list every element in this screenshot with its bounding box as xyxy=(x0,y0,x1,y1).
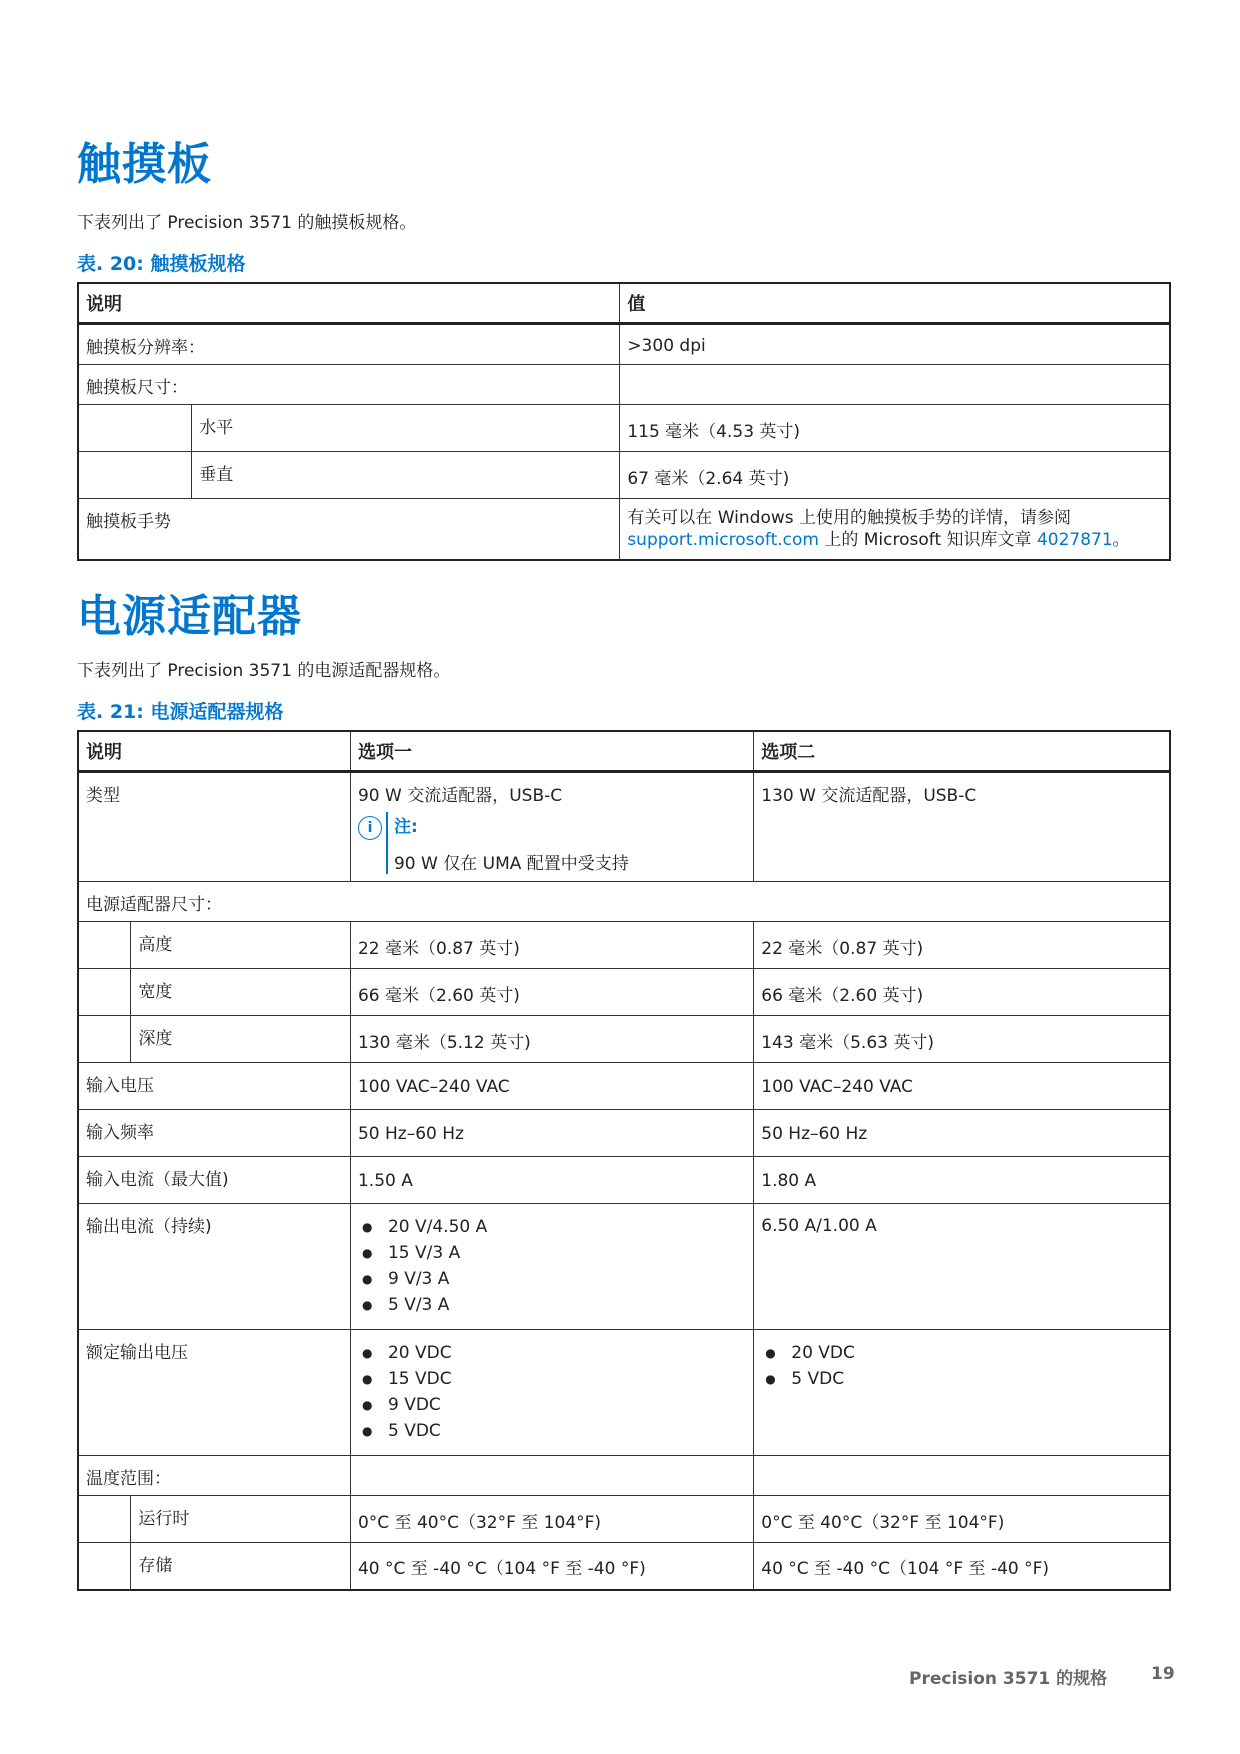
row-input-current-label: 输入电流（最大值) xyxy=(78,1157,350,1204)
row-height-option2: 22 毫米（0.87 英寸) xyxy=(754,922,1170,969)
row-rated-voltage-option1 xyxy=(350,1330,753,1456)
indent-cell xyxy=(78,1543,131,1590)
row-operating-label: 运行时 xyxy=(131,1496,351,1543)
gestures-text: 上的 Microsoft 知识库文章 xyxy=(818,530,1037,550)
row-vertical-value: 67 毫米（2.64 英寸) xyxy=(620,452,1170,499)
row-input-frequency-option1: 50 Hz–60 Hz xyxy=(350,1110,753,1157)
row-depth-label: 深度 xyxy=(131,1016,351,1063)
type-option1-text: 90 W 交流适配器，USB-C xyxy=(357,786,563,806)
list-item: ● 5 VDC xyxy=(783,1366,1162,1392)
adapter-heading: 电源适配器 xyxy=(77,591,302,642)
row-input-voltage-option1: 100 VAC–240 VAC xyxy=(350,1063,753,1110)
list-item: ● 15 VDC xyxy=(380,1366,746,1392)
touchpad-table-caption: 表. 20: 触摸板规格 xyxy=(77,253,246,275)
row-temperature-option1 xyxy=(350,1456,753,1496)
touchpad-table xyxy=(77,282,1171,561)
row-horizontal-label: 水平 xyxy=(192,405,620,452)
list-item: ● 9 V/3 A xyxy=(380,1266,746,1292)
row-operating-option2: 0°C 至 40°C（32°F 至 104°F) xyxy=(754,1496,1170,1543)
row-rated-voltage-label: 额定输出电压 xyxy=(78,1330,350,1456)
info-icon: i xyxy=(358,816,382,840)
indent-cell xyxy=(78,1496,131,1543)
row-vertical-label: 垂直 xyxy=(192,452,620,499)
row-storage-label: 存储 xyxy=(131,1543,351,1590)
row-output-current-option1 xyxy=(350,1204,753,1330)
adapter-table xyxy=(77,730,1171,1591)
row-input-frequency-option2: 50 Hz–60 Hz xyxy=(754,1110,1170,1157)
touchpad-intro: 下表列出了 Precision 3571 的触摸板规格。 xyxy=(77,213,417,233)
list-item: ● 20 VDC xyxy=(380,1340,746,1366)
row-resolution-label: 触摸板分辨率： xyxy=(78,324,620,365)
col-header-value: 值 xyxy=(620,283,1170,324)
page-number: 19 xyxy=(1151,1664,1175,1684)
support-link[interactable]: support.microsoft.com xyxy=(627,530,819,550)
row-width-option2: 66 毫米（2.60 英寸) xyxy=(754,969,1170,1016)
kb-article-link[interactable]: 4027871 xyxy=(1036,530,1113,550)
touchpad-heading: 触摸板 xyxy=(77,139,212,190)
row-output-current-option2: 6.50 A/1.00 A xyxy=(754,1204,1170,1330)
list-item: ● 15 V/3 A xyxy=(380,1240,746,1266)
row-width-option1: 66 毫米（2.60 英寸) xyxy=(350,969,753,1016)
row-dimensions-value xyxy=(620,365,1170,405)
row-depth-option2: 143 毫米（5.63 英寸) xyxy=(754,1016,1170,1063)
gestures-text: 。 xyxy=(1112,530,1130,550)
row-storage-option2: 40 °C 至 -40 °C（104 °F 至 -40 °F) xyxy=(754,1543,1170,1590)
adapter-table-caption: 表. 21: 电源适配器规格 xyxy=(77,701,284,723)
row-horizontal-value: 115 毫米（4.53 英寸) xyxy=(620,405,1170,452)
list-item: ● 5 V/3 A xyxy=(380,1292,746,1318)
footer-title: Precision 3571 的规格 xyxy=(909,1669,1108,1689)
row-type-label: 类型 xyxy=(78,772,350,882)
adapter-intro: 下表列出了 Precision 3571 的电源适配器规格。 xyxy=(77,661,451,681)
list-item: ● 20 V/4.50 A xyxy=(380,1214,746,1240)
indent-cell xyxy=(78,922,131,969)
row-dimensions-label: 电源适配器尺寸： xyxy=(78,882,1170,922)
row-temperature-label: 温度范围： xyxy=(78,1456,350,1496)
row-input-voltage-label: 输入电压 xyxy=(78,1063,350,1110)
row-dimensions-label: 触摸板尺寸： xyxy=(78,365,620,405)
list-item: ● 9 VDC xyxy=(380,1392,746,1418)
row-gestures-label: 触摸板手势 xyxy=(78,499,620,560)
col-header-description: 说明 xyxy=(78,731,350,772)
indent-cell xyxy=(78,452,192,499)
row-type-option1 xyxy=(350,772,753,882)
note-title: 注: xyxy=(393,817,418,837)
row-height-option1: 22 毫米（0.87 英寸) xyxy=(350,922,753,969)
row-input-current-option2: 1.80 A xyxy=(754,1157,1170,1204)
row-type-option2: 130 W 交流适配器，USB-C xyxy=(754,772,1170,882)
col-header-option1: 选项一 xyxy=(350,731,753,772)
note xyxy=(358,812,746,874)
col-header-description: 说明 xyxy=(78,283,620,324)
indent-cell xyxy=(78,969,131,1016)
gestures-text: 有关可以在 Windows 上使用的触摸板手势的详情，请参阅 xyxy=(627,508,1072,528)
note-body xyxy=(386,812,629,874)
list-item: ● 5 VDC xyxy=(380,1418,746,1444)
indent-cell xyxy=(78,1016,131,1063)
indent-cell xyxy=(78,405,192,452)
rated-voltage-list xyxy=(761,1340,1162,1392)
rated-voltage-list xyxy=(358,1340,746,1444)
row-temperature-option2 xyxy=(754,1456,1170,1496)
row-operating-option1: 0°C 至 40°C（32°F 至 104°F) xyxy=(350,1496,753,1543)
row-storage-option1: 40 °C 至 -40 °C（104 °F 至 -40 °F) xyxy=(350,1543,753,1590)
col-header-option2: 选项二 xyxy=(754,731,1170,772)
row-width-label: 宽度 xyxy=(131,969,351,1016)
row-height-label: 高度 xyxy=(131,922,351,969)
row-input-voltage-option2: 100 VAC–240 VAC xyxy=(754,1063,1170,1110)
row-input-frequency-label: 输入频率 xyxy=(78,1110,350,1157)
output-current-list xyxy=(358,1214,746,1318)
list-item: ● 20 VDC xyxy=(783,1340,1162,1366)
row-output-current-label: 输出电流（持续) xyxy=(78,1204,350,1330)
row-resolution-value: >300 dpi xyxy=(620,324,1170,365)
row-gestures-value xyxy=(620,499,1170,560)
row-rated-voltage-option2 xyxy=(754,1330,1170,1456)
note-text: 90 W 仅在 UMA 配置中受支持 xyxy=(393,854,629,874)
row-input-current-option1: 1.50 A xyxy=(350,1157,753,1204)
row-depth-option1: 130 毫米（5.12 英寸) xyxy=(350,1016,753,1063)
